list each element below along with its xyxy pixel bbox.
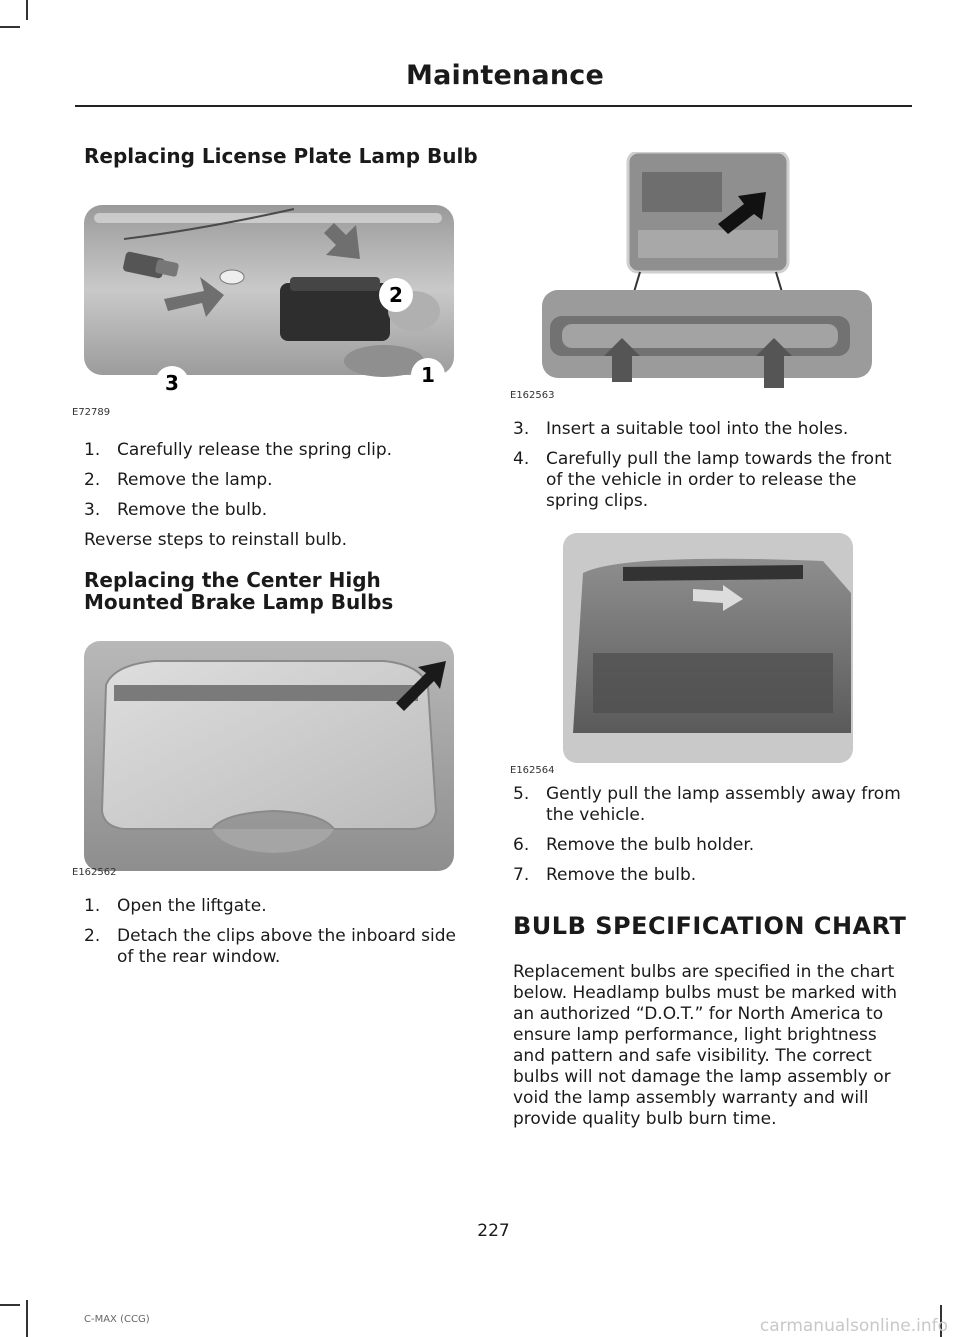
figure-code: E162564 — [510, 765, 555, 776]
list-item: 7. Remove the bulb. — [513, 865, 697, 885]
figure-license-plate-lamp — [72, 199, 454, 421]
list-item: 5. Gently pull the lamp assembly away from the vehicle. — [513, 784, 901, 825]
list-item: 2. Remove the lamp. — [84, 470, 273, 490]
reinstall-note: Reverse steps to reinstall bulb. — [84, 530, 348, 550]
brake-lamp-holes-illustration — [542, 152, 872, 398]
list-item: 1. Open the liftgate. — [84, 896, 267, 916]
list-item: 2. Detach the clips above the inboard side of the rear window. — [84, 926, 456, 967]
callout-marker-3 — [154, 365, 190, 401]
crop-mark — [26, 0, 28, 20]
page-number: 227 — [477, 1221, 510, 1241]
figure-brake-lamp-holes — [510, 152, 872, 404]
figure-liftgate — [72, 641, 454, 879]
rear-window-illustration — [563, 533, 853, 763]
list-item: 1. Carefully release the spring clip. — [84, 440, 393, 460]
list-item: 6. Remove the bulb holder. — [513, 835, 755, 855]
callout-label-2: 2 — [389, 283, 403, 307]
chmsl-steps-left — [84, 896, 474, 968]
callout-label-3: 3 — [165, 371, 179, 395]
chmsl-steps-right-a — [513, 419, 913, 512]
crop-mark — [0, 1304, 20, 1306]
crop-mark — [0, 26, 20, 28]
watermark: carmanualsonline.info — [759, 1316, 948, 1336]
crop-mark — [26, 1300, 28, 1337]
liftgate-illustration — [84, 641, 454, 871]
footer-model: C-MAX (CCG) — [84, 1314, 150, 1325]
section-heading-license-plate: Replacing License Plate Lamp Bulb — [84, 144, 478, 168]
list-item: 3. Remove the bulb. — [84, 500, 268, 520]
callout-label-1: 1 — [421, 363, 435, 387]
figure-code: E72789 — [72, 407, 111, 418]
callout-marker-1 — [410, 357, 446, 393]
section-heading-bulb-chart: BULB SPECIFICATION CHART — [513, 912, 907, 940]
license-plate-steps — [84, 440, 474, 521]
list-item: 4. Carefully pull the lamp towards the front of the vehicle in order to release the spring clips. — [513, 449, 892, 511]
header-divider — [75, 105, 912, 107]
bulb-chart-intro: Replacement bulbs are specified in the chart below. Headlamp bulbs must be marked with an authorized “D.O.T.” for North America to ensure lamp performance, light brightness and pattern and safe visibility. The correct bulbs will not damage the lamp assembly or void the lamp assembly warranty and will provide quality bulb burn time. — [513, 962, 898, 1129]
figure-code: E162562 — [72, 867, 117, 878]
section-heading-chmsl: Replacing the Center High Mounted Brake Lamp Bulbs — [84, 568, 394, 614]
list-item: 3. Insert a suitable tool into the holes. — [513, 419, 849, 439]
callout-marker-2 — [378, 277, 414, 313]
figure-code: E162563 — [510, 390, 555, 401]
left-column — [72, 144, 478, 977]
chmsl-steps-right-b — [513, 784, 913, 886]
page-header-title: Maintenance — [406, 60, 604, 91]
figure-rear-window — [510, 533, 853, 776]
right-column — [510, 152, 913, 1130]
